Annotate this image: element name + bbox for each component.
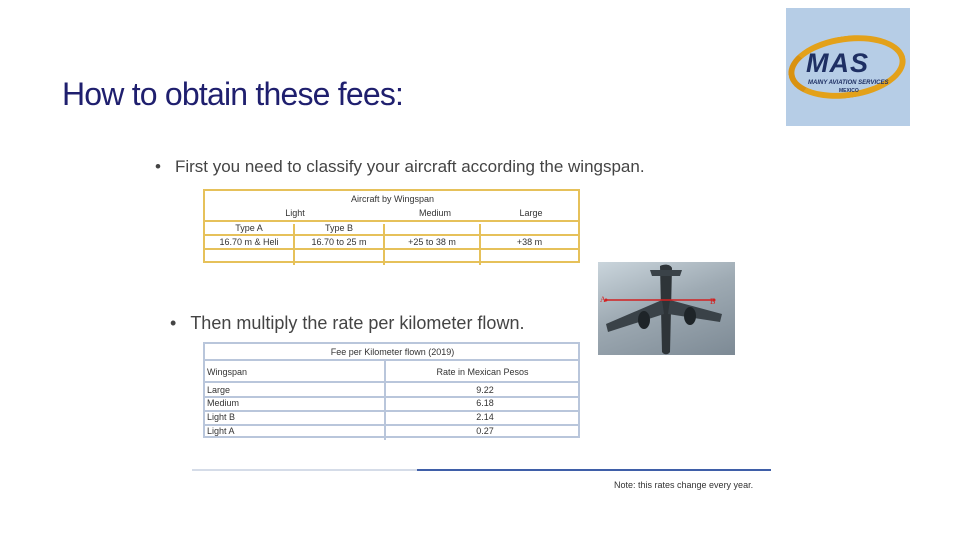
- table-divider: [384, 359, 386, 440]
- row-label-light-a: Light A: [207, 426, 235, 436]
- table-rule: [205, 359, 578, 361]
- rate-large: 9.22: [476, 385, 494, 395]
- table-title: Fee per Kilometer flown (2019): [330, 347, 455, 357]
- table-rule: [205, 234, 578, 236]
- column-header-rate: Rate in Mexican Pesos: [436, 367, 529, 377]
- row-label-large: Large: [207, 385, 231, 395]
- table-rule: [205, 220, 578, 222]
- bullet-dot: •: [155, 157, 161, 176]
- type-a-label: Type A: [235, 223, 263, 233]
- category-large: Large: [519, 208, 543, 218]
- bullet-multiply: [170, 313, 524, 334]
- table-rule: [205, 381, 578, 383]
- bullet-classify: [155, 157, 645, 177]
- bullet-dot: •: [170, 313, 177, 333]
- type-a-range: 16.70 m & Heli: [219, 237, 279, 247]
- aircraft-wingspan-photo: [598, 262, 735, 355]
- logo-country: MEXICO: [839, 88, 859, 94]
- rate-medium: 6.18: [476, 398, 494, 408]
- bullet-text: First you need to classify your aircraft according the wingspan.: [174, 157, 645, 176]
- table-title: Aircraft by Wingspan: [350, 194, 435, 204]
- category-medium: Medium: [418, 208, 451, 218]
- mark-a-label: A: [600, 295, 606, 304]
- category-light: Light: [285, 208, 305, 218]
- footnote: Note: this rates change every year.: [614, 480, 754, 490]
- row-label-light-b: Light B: [207, 412, 236, 422]
- medium-range: +25 to 38 m: [408, 237, 456, 247]
- rate-light-a: 0.27: [476, 426, 494, 436]
- logo-company-name: MAINY AVIATION SERVICES: [808, 80, 889, 86]
- wingspan-classification-table: [203, 189, 580, 263]
- airplane-icon: [598, 262, 735, 355]
- logo-mark: MAS: [806, 48, 869, 78]
- column-header-wingspan: Wingspan: [207, 367, 248, 377]
- page-title: How to obtain these fees:: [62, 76, 404, 112]
- row-label-medium: Medium: [207, 398, 240, 408]
- mark-b-label: B: [710, 297, 716, 306]
- bullet-text: Then multiply the rate per kilometer flown.: [190, 313, 525, 333]
- large-range: +38 m: [516, 237, 543, 247]
- type-b-label: Type B: [324, 223, 353, 233]
- type-b-range: 16.70 to 25 m: [311, 237, 367, 247]
- footer-divider: [192, 469, 417, 471]
- rate-light-b: 2.14: [476, 412, 494, 422]
- company-logo: [786, 8, 910, 126]
- fee-per-km-table: [203, 342, 580, 438]
- table-rule: [205, 248, 578, 250]
- footer-divider-accent: [417, 469, 771, 471]
